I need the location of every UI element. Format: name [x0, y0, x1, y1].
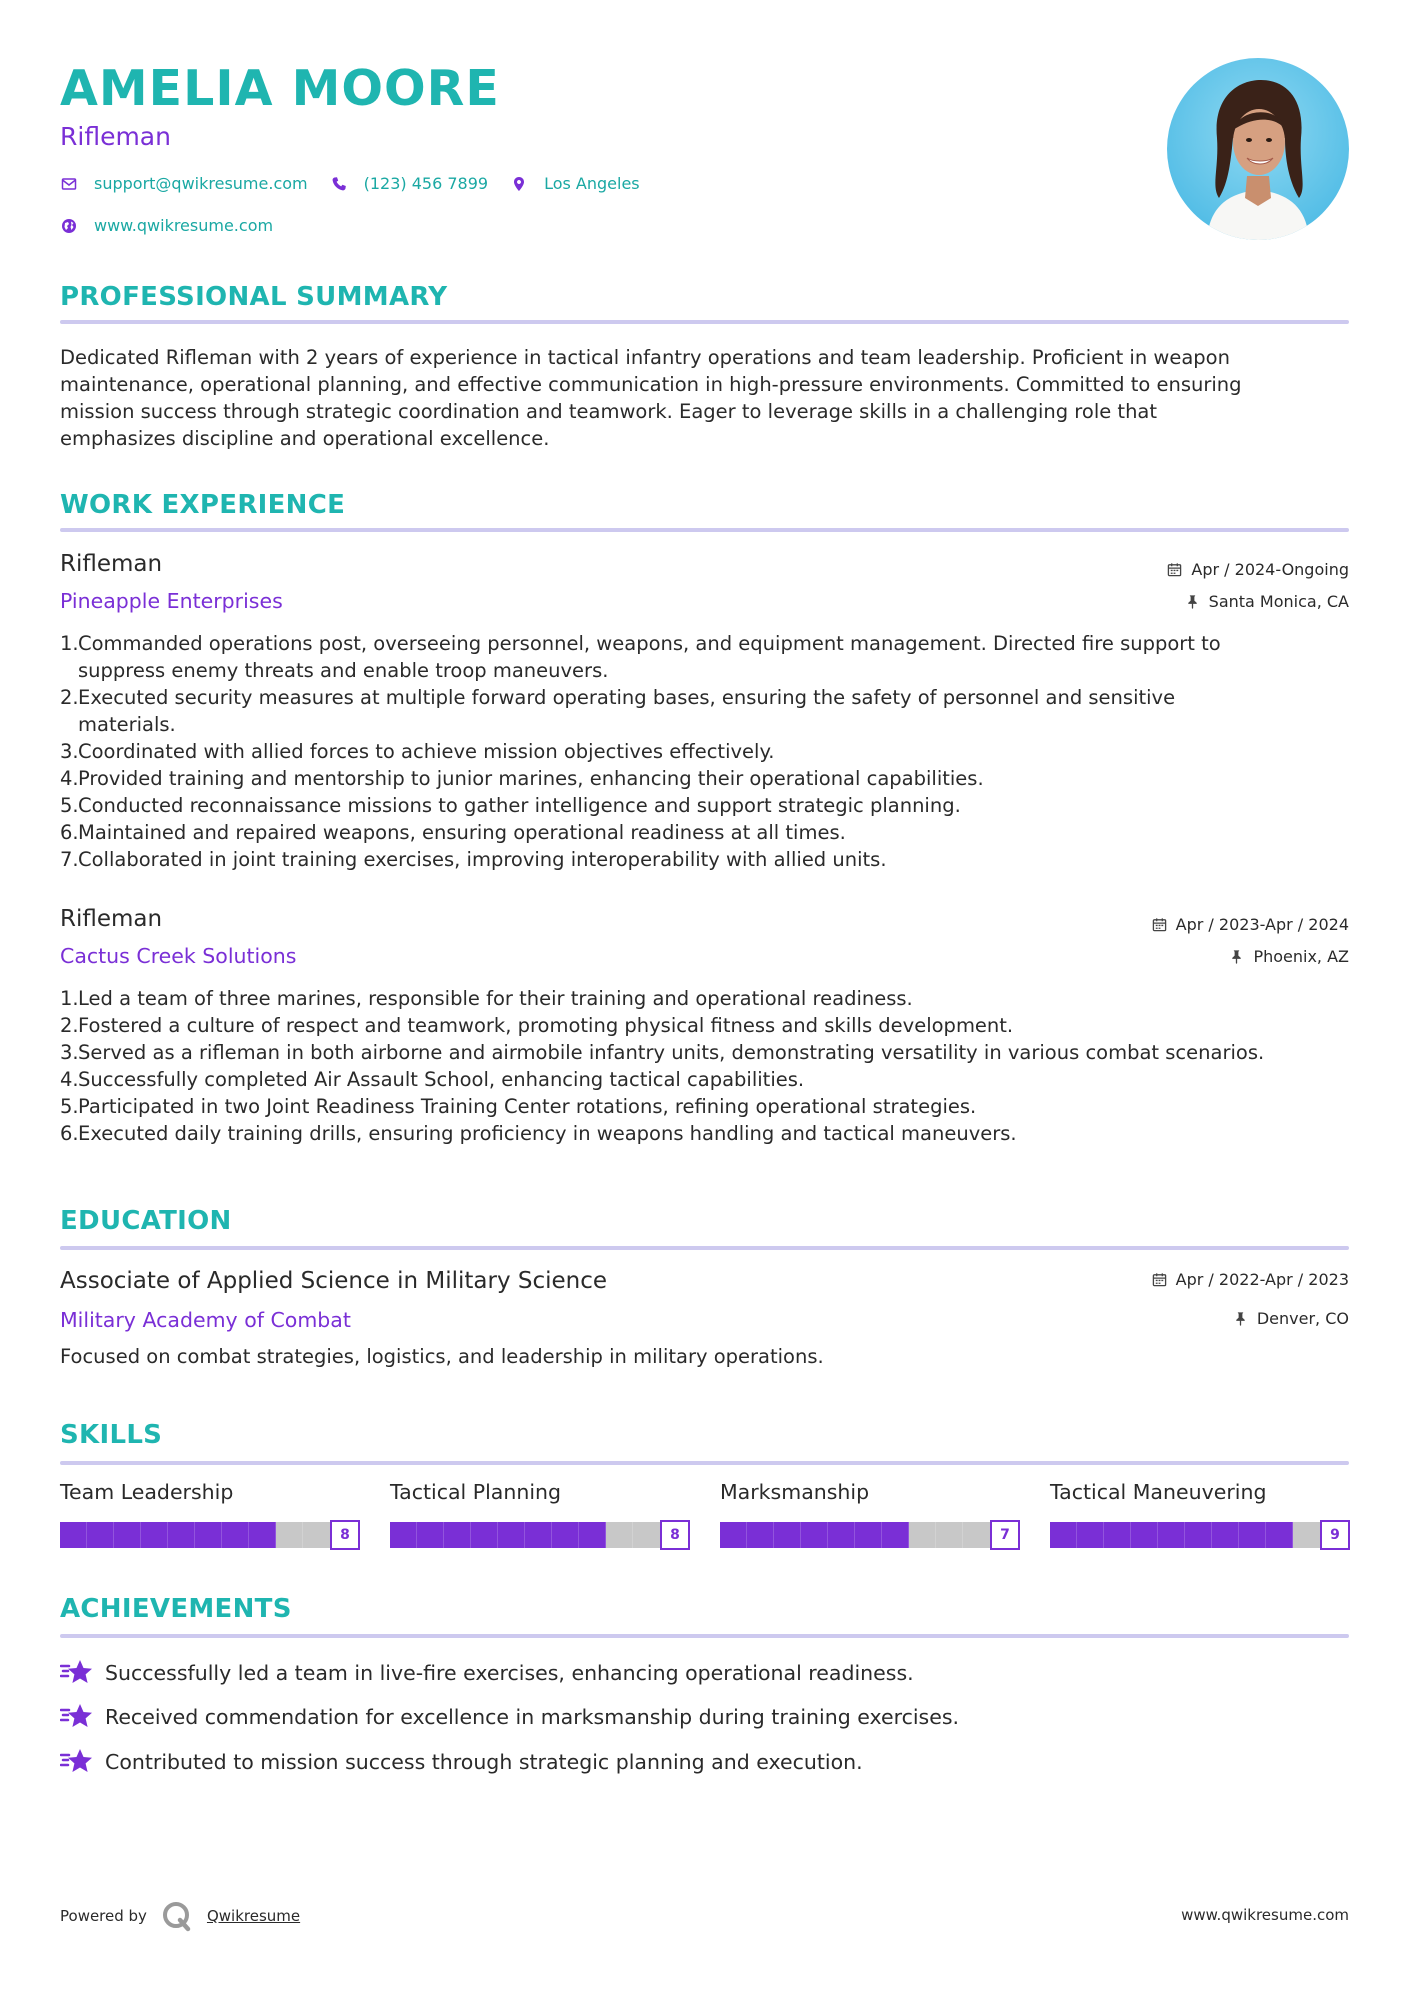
achievement-item: Contributed to mission success through strategic planning and execution.	[60, 1747, 863, 1777]
skill-level-bar	[390, 1520, 690, 1550]
degree-title: Associate of Applied Science in Military Science	[60, 1268, 608, 1294]
list-item: 6. Executed daily training drills, ensuring proficiency in weapons handling and tactical maneuvers.	[60, 1122, 1017, 1145]
date-range: Apr / 2023-Apr / 2024	[1175, 915, 1349, 934]
section-divider	[60, 1634, 1349, 1638]
section-divider	[60, 1461, 1349, 1465]
list-item: 3. Coordinated with allied forces to achieve mission objectives effectively.	[60, 740, 775, 763]
skill-score-badge: 8	[660, 1520, 690, 1550]
skill-bar-segment	[720, 1522, 963, 1548]
job-dates	[1152, 915, 1349, 934]
summary-line: mission success through strategic coordination and teamwork. Eager to leverage skills in a challenging role that	[60, 400, 1158, 423]
skill-item	[390, 1480, 690, 1543]
skill-bar-segment	[1050, 1522, 1293, 1548]
map-pin-icon	[510, 175, 528, 193]
summary-text	[60, 344, 1349, 452]
footer-website-link[interactable]: www.qwikresume.com	[1181, 1906, 1349, 1924]
job-location	[1229, 947, 1349, 966]
section-divider	[60, 320, 1349, 324]
skill-bar-segment	[390, 1522, 633, 1548]
section-divider	[60, 1246, 1349, 1250]
section-title-experience: WORK EXPERIENCE	[60, 490, 346, 520]
job-title: Rifleman	[60, 906, 163, 932]
skill-score-badge: 8	[330, 1520, 360, 1550]
skill-level-bar	[1050, 1520, 1350, 1550]
job-title: Rifleman	[60, 551, 163, 577]
education-description: Focused on combat strategies, logistics, and leadership in military operations.	[60, 1345, 824, 1368]
pushpin-icon	[1185, 594, 1201, 610]
list-item: 5. Conducted reconnaissance missions to gather intelligence and support strategic planning.	[60, 794, 961, 817]
star-icon	[60, 1702, 94, 1732]
location-text: Santa Monica, CA	[1208, 592, 1349, 611]
section-title-skills: SKILLS	[60, 1420, 163, 1450]
skill-item	[720, 1480, 1020, 1543]
star-icon	[60, 1658, 94, 1688]
calendar-icon	[1152, 1272, 1168, 1288]
achievement-item: Received commendation for excellence in marksmanship during training exercises.	[60, 1702, 959, 1732]
list-item: 1. Led a team of three marines, responsible for their training and operational readiness.	[60, 987, 913, 1010]
pushpin-icon	[1233, 1311, 1249, 1327]
skill-item	[60, 1480, 360, 1543]
date-range: Apr / 2022-Apr / 2023	[1175, 1270, 1349, 1289]
summary-line: Dedicated Rifleman with 2 years of experience in tactical infantry operations and team leadership. Proficient in weapon	[60, 346, 1230, 369]
company-name: Cactus Creek Solutions	[60, 944, 297, 968]
list-item: 4. Provided training and mentorship to junior marines, enhancing their operational capabilities.	[60, 767, 984, 790]
section-title-education: EDUCATION	[60, 1206, 232, 1236]
skill-level-bar	[720, 1520, 1020, 1550]
skill-score-badge: 7	[990, 1520, 1020, 1550]
list-item: 2. Fostered a culture of respect and teamwork, promoting physical fitness and skills development.	[60, 1014, 1014, 1037]
avatar	[1167, 58, 1349, 240]
list-item: 6. Maintained and repaired weapons, ensuring operational readiness at all times.	[60, 821, 846, 844]
qwikresume-logo-icon	[161, 1900, 193, 1932]
job-bullets	[60, 985, 1349, 1147]
resume-page	[60, 0, 1349, 1990]
candidate-role: Rifleman	[60, 122, 171, 151]
job-dates	[1167, 560, 1349, 579]
skill-name: Marksmanship	[720, 1480, 870, 1504]
email-link[interactable]: support@qwikresume.com	[94, 174, 308, 193]
brand-link[interactable]: Qwikresume	[206, 1907, 301, 1925]
job-bullets	[60, 630, 1349, 873]
location-text: Los Angeles	[544, 174, 640, 193]
website-link[interactable]: www.qwikresume.com	[94, 216, 274, 235]
pushpin-icon	[1229, 949, 1245, 965]
skill-item	[1050, 1480, 1350, 1543]
summary-line: maintenance, operational planning, and effective communication in high-pressure environments. Committed to ensuring	[60, 373, 1242, 396]
envelope-icon	[60, 175, 78, 193]
skill-name: Team Leadership	[60, 1480, 234, 1504]
date-range: Apr / 2024-Ongoing	[1191, 560, 1349, 579]
list-item: 4. Successfully completed Air Assault School, enhancing tactical capabilities.	[60, 1068, 805, 1091]
list-item: 7. Collaborated in joint training exercises, improving interoperability with allied units.	[60, 848, 887, 871]
skill-level-bar	[60, 1520, 360, 1550]
contact-row-website	[60, 216, 295, 235]
company-name: Pineapple Enterprises	[60, 589, 283, 613]
star-icon	[60, 1747, 94, 1777]
education-location	[1233, 1309, 1349, 1328]
list-item: 5. Participated in two Joint Readiness Training Center rotations, refining operational strategies.	[60, 1095, 977, 1118]
phone-number[interactable]: (123) 456 7899	[363, 174, 489, 193]
skill-name: Tactical Maneuvering	[1050, 1480, 1267, 1504]
calendar-icon	[1167, 562, 1183, 578]
location-text: Denver, CO	[1256, 1309, 1349, 1328]
skill-name: Tactical Planning	[390, 1480, 562, 1504]
list-item: 2. Executed security measures at multiple forward operating bases, ensuring the safety of personnel and sensitive materials.	[60, 686, 1176, 736]
summary-line: emphasizes discipline and operational excellence.	[60, 427, 550, 450]
globe-icon	[60, 217, 78, 235]
section-title-achievements: ACHIEVEMENTS	[60, 1594, 292, 1624]
section-divider	[60, 528, 1349, 532]
list-item: 1. Commanded operations post, overseeing personnel, weapons, and equipment management. Directed fire support to suppress enemy threats and enable troop maneuvers.	[60, 632, 1221, 682]
calendar-icon	[1152, 917, 1168, 933]
job-location	[1185, 592, 1349, 611]
section-title-summary: PROFESSIONAL SUMMARY	[60, 282, 448, 312]
location-text: Phoenix, AZ	[1253, 947, 1349, 966]
achievement-item: Successfully led a team in live-fire exercises, enhancing operational readiness.	[60, 1658, 914, 1688]
footer-powered-by: Powered by Qwikresume	[60, 1900, 300, 1932]
school-name: Military Academy of Combat	[60, 1308, 351, 1332]
phone-icon	[330, 175, 348, 193]
contact-row	[60, 174, 662, 193]
candidate-name: AMELIA MOORE	[60, 60, 500, 117]
education-dates	[1152, 1270, 1349, 1289]
list-item: 3. Served as a rifleman in both airborne and airmobile infantry units, demonstrating versatility in various combat scenarios.	[60, 1041, 1265, 1064]
skill-bar-segment	[60, 1522, 303, 1548]
skill-score-badge: 9	[1320, 1520, 1350, 1550]
